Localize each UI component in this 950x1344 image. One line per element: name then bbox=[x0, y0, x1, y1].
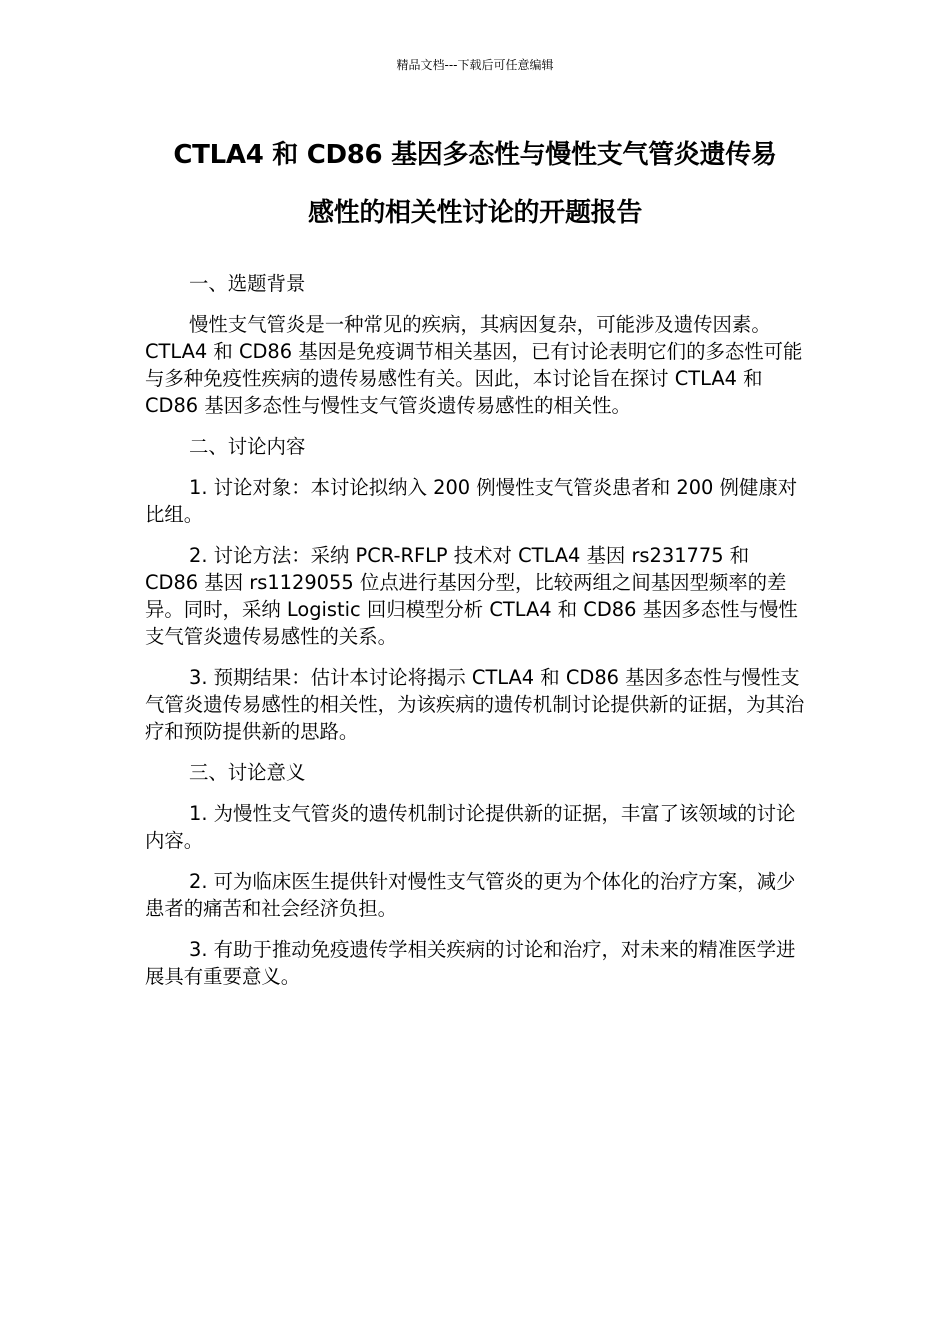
document-title-line-2: 感性的相关性讨论的开题报告 bbox=[307, 198, 643, 228]
paragraph-significance-2: 2. 可为临床医生提供针对慢性支气管炎的更为个体化的治疗方案，减少患者的痛苦和社会经济负担。 bbox=[145, 870, 796, 920]
paragraph-significance-1: 1. 为慢性支气管炎的遗传机制讨论提供新的证据，丰富了该领域的讨论内容。 bbox=[145, 802, 796, 852]
section-heading-content: 二、讨论内容 bbox=[189, 435, 306, 458]
header-note: 精品文档---下载后可任意编辑 bbox=[396, 58, 554, 72]
section-heading-background: 一、选题背景 bbox=[189, 272, 306, 295]
paragraph-background: 慢性支气管炎是一种常见的疾病，其病因复杂，可能涉及遗传因素。CTLA4 和 CD86 基因是免疫调节相关基因，已有讨论表明它们的多态性可能与多种免疫性疾病的遗传易感性有关。因此，本讨论旨在探讨 CTLA4 和 CD86 基因多态性与慢性支气管炎遗传易感性的相关性。 bbox=[145, 313, 803, 417]
document-body bbox=[145, 270, 805, 1004]
paragraph-expected-results: 3. 预期结果：估计本讨论将揭示 CTLA4 和 CD86 基因多态性与慢性支气管炎遗传易感性的相关性，为该疾病的遗传机制讨论提供新的证据，为其治疗和预防提供新的思路。 bbox=[145, 666, 805, 743]
paragraph-subjects: 1. 讨论对象：本讨论拟纳入 200 例慢性支气管炎患者和 200 例健康对比组。 bbox=[145, 476, 798, 526]
paragraph-methods: 2. 讨论方法：采纳 PCR-RFLP 技术对 CTLA4 基因 rs231775 和 CD86 基因 rs1129055 位点进行基因分型，比较两组之间基因型频率的差异。同时，采纳 Logistic 回归模型分析 CTLA4 和 CD86 基因多态性与慢性支气管炎遗传易感性的关系。 bbox=[145, 544, 798, 648]
document-title-line-1: CTLA4 和 CD86 基因多态性与慢性支气管炎遗传易 bbox=[173, 140, 777, 170]
paragraph-significance-3: 3. 有助于推动免疫遗传学相关疾病的讨论和治疗，对未来的精准医学进展具有重要意义。 bbox=[145, 938, 796, 988]
section-heading-significance: 三、讨论意义 bbox=[189, 761, 306, 784]
